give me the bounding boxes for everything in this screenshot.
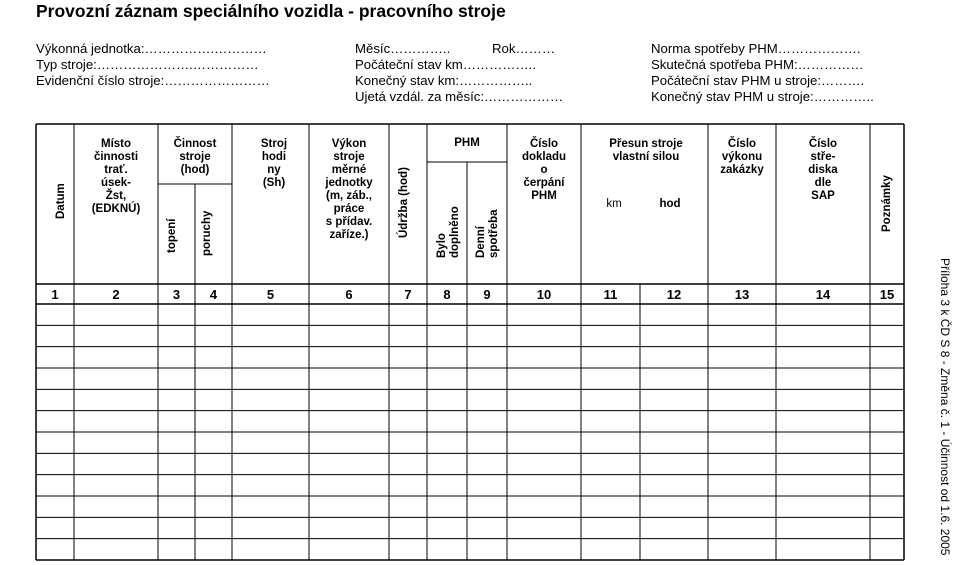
- header-udrzba: Údržba (hod): [398, 167, 410, 238]
- skutecna-spotreba-field: Skutečná spotřeba PHM:……………: [651, 57, 864, 72]
- header-text-line: Denní: [475, 226, 487, 258]
- header-text-line: (Sh): [262, 177, 286, 189]
- header-cislo-vykonu-lines: [720, 138, 763, 177]
- header-text-line: práce: [333, 203, 365, 215]
- header-poruchy: poruchy: [201, 210, 213, 256]
- column-number: 8: [443, 286, 451, 302]
- page-title: Provozní záznam speciálního vozidla - pracovního stroje: [36, 1, 506, 21]
- header-presun-lines: [609, 138, 683, 164]
- konecny-stav-km-field: Konečný stav km:……………..: [355, 73, 533, 88]
- header-text-line: Přesun stroje: [609, 138, 683, 150]
- header-cislo-dokladu-lines: [522, 138, 566, 203]
- header-text-line: Číslo: [529, 138, 559, 150]
- vykonna-jednotka-field: Výkonná jednotka:…………….…………: [36, 41, 267, 56]
- header-text-line: Žst,: [105, 190, 127, 202]
- appendix-note: Příloha 3 k ČD S 8 - Změna č. 1 - Účinnost od 1.6. 2005: [938, 258, 952, 556]
- header-text-line: spotřeba: [488, 209, 500, 258]
- header-text-line: čerpání: [523, 177, 565, 189]
- header-hod: hod: [659, 197, 681, 210]
- header-text-line: hodi: [261, 151, 287, 163]
- header-misto-cinnosti: [74, 124, 158, 224]
- column-number: 10: [536, 286, 552, 302]
- header-datum: Datum: [55, 183, 67, 219]
- column-number: 15: [879, 286, 895, 302]
- header-stroj-hodiny: [248, 124, 300, 204]
- header-text-line: vlastní silou: [612, 151, 680, 163]
- header-text-line: Bylo: [436, 233, 448, 258]
- mesic-field: Měsíc…………..: [355, 41, 451, 56]
- header-poznamky: Poznámky: [881, 175, 893, 232]
- header-presun-stroje: [586, 124, 706, 174]
- header-text-line: Stroj: [260, 138, 288, 150]
- column-number: 6: [345, 286, 353, 302]
- header-text-line: dokladu: [521, 151, 567, 163]
- header-text-line: (m, záb.,: [325, 190, 372, 202]
- header-vykon-stroje: [309, 124, 389, 264]
- header-text-line: (EDKNÚ): [91, 203, 141, 215]
- pocatecni-stav-km-field: Počáteční stav km……………..: [355, 57, 537, 72]
- column-number: 11: [603, 286, 618, 302]
- header-text-line: ny: [267, 164, 281, 176]
- column-number: 5: [266, 286, 275, 302]
- evidencni-cislo-field: Evidenční číslo stroje:……………………: [36, 73, 270, 88]
- header-cinnost-stroje: [158, 124, 232, 184]
- header-stroj-hodiny-lines: [261, 138, 287, 190]
- column-number: 2: [112, 286, 120, 302]
- header-denni-spotreba: [475, 209, 501, 258]
- column-number: 14: [815, 286, 831, 302]
- header-text-line: výkonu: [721, 151, 763, 163]
- header-cislo-dokladu: [507, 124, 581, 214]
- header-text-line: měrné: [331, 164, 367, 176]
- header-text-line: trať.: [104, 164, 128, 176]
- column-number: 4: [209, 286, 218, 302]
- header-text-line: jednotky: [325, 177, 373, 189]
- rok-field: Rok………: [492, 41, 556, 56]
- header-topeni: topení: [166, 218, 178, 253]
- header-text-line: dle: [814, 177, 832, 189]
- column-number: 3: [172, 286, 181, 302]
- column-number: 12: [666, 286, 682, 302]
- header-bylo-doplneno: [436, 206, 462, 258]
- header-text-line: Činnost: [173, 138, 217, 150]
- header-km: km: [606, 197, 622, 210]
- header-text-line: o: [540, 164, 548, 176]
- header-text-line: diska: [808, 164, 838, 176]
- header-text-line: zakázky: [720, 164, 764, 176]
- header-vykon-lines: [325, 138, 372, 242]
- header-text-line: SAP: [811, 190, 835, 202]
- konecny-stav-phm-field: Konečný stav PHM u stroje:…………..: [651, 89, 874, 104]
- header-text-line: Číslo: [727, 138, 757, 150]
- header-text-line: stroje: [179, 151, 211, 163]
- header-text-line: Místo: [100, 138, 132, 150]
- header-cinnost-lines: [174, 138, 217, 177]
- column-number: 1: [51, 286, 59, 302]
- norma-spotreby-field: Norma spotřeby PHM……………….: [651, 41, 861, 56]
- header-cislo-strediska-lines: [808, 138, 837, 203]
- header-text-line: činnosti: [93, 151, 139, 163]
- header-text-line: úsek-: [100, 177, 132, 189]
- header-text-line: Číslo: [808, 138, 838, 150]
- header-text-line: (hod): [180, 164, 210, 176]
- header-text-line: zaříze.): [329, 229, 369, 241]
- column-number: 7: [404, 286, 412, 302]
- header-text-line: stroje: [333, 151, 365, 163]
- header-text-line: stře-: [810, 151, 836, 163]
- typ-stroje-field: Typ stroje:………………….……………: [36, 57, 259, 72]
- header-text-line: Výkon: [331, 138, 367, 150]
- header-text-line: doplněno: [449, 206, 461, 258]
- header-misto-lines: [92, 138, 141, 216]
- header-cislo-strediska: [790, 124, 856, 224]
- column-number: 9: [483, 286, 491, 302]
- ujeta-vzdalenost-field: Ujetá vzdál. za měsíc:………………: [355, 89, 564, 104]
- header-phm: PHM: [454, 136, 480, 149]
- pocatecni-stav-phm-field: Počáteční stav PHM u stroje:……….: [651, 73, 865, 88]
- header-text-line: s přídav.: [325, 216, 373, 228]
- column-number: 13: [734, 286, 750, 302]
- header-cislo-vykonu: [708, 124, 776, 194]
- header-text-line: PHM: [531, 190, 557, 202]
